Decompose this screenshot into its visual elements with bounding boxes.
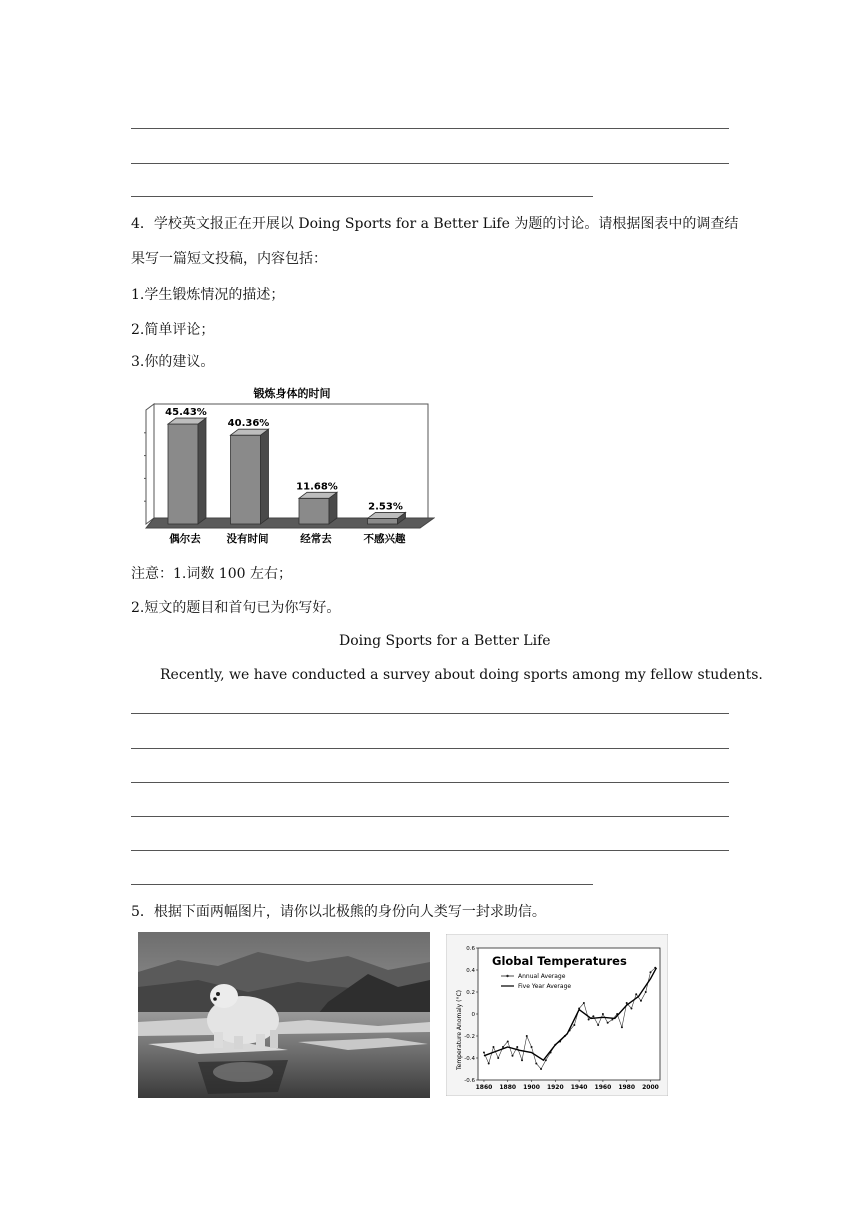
category-label: 偶尔去 (169, 533, 201, 545)
q4-item-2: 2.简单评论； (131, 322, 215, 338)
value-label: 11.68% (296, 481, 338, 493)
answer-line[interactable] (131, 128, 729, 129)
annual-point (497, 1057, 499, 1059)
annual-point (630, 1008, 632, 1010)
annual-point (649, 971, 651, 973)
y-tick-label: -0.2 (464, 1034, 475, 1040)
answer-line[interactable] (131, 850, 729, 851)
annual-point (592, 1015, 594, 1017)
essay-first-sentence: Recently, we have conducted a survey about doing sports among my fellow students. (160, 667, 763, 683)
value-label: 40.36% (227, 418, 270, 430)
x-tick-label: 1940 (570, 1084, 588, 1091)
annual-point (573, 1024, 575, 1026)
q4-prompt-line2: 果写一篇短文投稿，内容包括： (131, 251, 327, 267)
bar (231, 435, 261, 524)
annual-point (502, 1046, 504, 1048)
category-label: 没有时间 (226, 533, 269, 545)
annual-point (588, 1019, 590, 1021)
x-tick-label: 1900 (523, 1084, 540, 1091)
bar (299, 498, 329, 524)
answer-line[interactable] (131, 816, 729, 817)
answer-line[interactable] (131, 713, 729, 714)
annual-point (545, 1059, 547, 1061)
annual-point (516, 1046, 518, 1048)
annual-point (626, 1002, 628, 1004)
annual-point (531, 1046, 533, 1048)
y-tick-label: -0.6 (464, 1078, 475, 1084)
annual-point (635, 993, 637, 995)
annual-point (511, 1055, 513, 1057)
essay-title: Doing Sports for a Better Life (339, 633, 551, 649)
annual-point (535, 1063, 537, 1065)
annual-point (597, 1024, 599, 1026)
category-label: 不感兴趣 (363, 533, 406, 545)
q4-note-1: 注意：1.词数 100 左右； (131, 566, 292, 582)
bar-side (198, 418, 206, 524)
y-axis-label: Temperature Anomaly (°C) (456, 989, 463, 1071)
x-tick-label: 1880 (499, 1084, 517, 1091)
answer-line[interactable] (131, 782, 729, 783)
chart-title: 锻炼身体的时间 (253, 387, 331, 400)
exercise-time-bar-chart (140, 384, 435, 554)
x-tick-label: 2000 (642, 1084, 659, 1091)
value-label: 2.53% (368, 501, 403, 513)
bar (168, 424, 198, 524)
y-tick-label: 0 (471, 1012, 475, 1018)
annual-point (526, 1035, 528, 1037)
annual-point (507, 1041, 509, 1043)
annual-point (492, 1046, 494, 1048)
q4-item-1: 1.学生锻炼情况的描述； (131, 287, 285, 303)
annual-point (488, 1063, 490, 1065)
value-label: 45.43% (165, 407, 207, 419)
bar-side (261, 429, 269, 524)
y-tick-label: 0.2 (466, 990, 475, 996)
y-tick-label: -0.4 (464, 1056, 475, 1062)
annual-point (621, 1026, 623, 1028)
x-tick-label: 1860 (475, 1084, 493, 1091)
answer-line[interactable] (131, 163, 729, 164)
q4-item-3: 3.你的建议。 (131, 354, 215, 370)
annual-point (540, 1068, 542, 1070)
q4-prompt-line1: 4．学校英文报正在开展以 Doing Sports for a Better Life 为题的讨论。请根据图表中的调查结 (131, 216, 739, 232)
q4-note-2: 2.短文的题目和首句已为你写好。 (131, 600, 341, 616)
chart-side-wall (146, 404, 154, 524)
annual-point (521, 1059, 523, 1061)
answer-line[interactable] (131, 196, 593, 197)
plot-axes (476, 948, 660, 1082)
y-tick-label: 0.4 (466, 968, 475, 974)
annual-point (602, 1013, 604, 1015)
polar-bear-photo (138, 932, 430, 1098)
x-tick-label: 1980 (618, 1084, 636, 1091)
bar (368, 518, 398, 524)
answer-line[interactable] (131, 748, 729, 749)
x-tick-label: 1960 (594, 1084, 612, 1091)
x-tick-label: 1920 (546, 1084, 564, 1091)
answer-line[interactable] (131, 884, 593, 885)
annual-point (583, 1002, 585, 1004)
category-label: 经常去 (300, 533, 332, 545)
annual-point (645, 991, 647, 993)
annual-point (640, 1000, 642, 1002)
legend-annual: Annual Average (518, 973, 566, 980)
annual-point (607, 1022, 609, 1024)
chart-title: Global Temperatures (492, 954, 627, 968)
q5-prompt: 5．根据下面两幅图片，请你以北极熊的身份向人类写一封求助信。 (131, 904, 546, 920)
global-temperatures-chart (446, 934, 668, 1096)
annual-point (483, 1052, 485, 1054)
legend-five-year: Five Year Average (518, 983, 572, 990)
y-tick-label: 0.6 (466, 946, 475, 952)
